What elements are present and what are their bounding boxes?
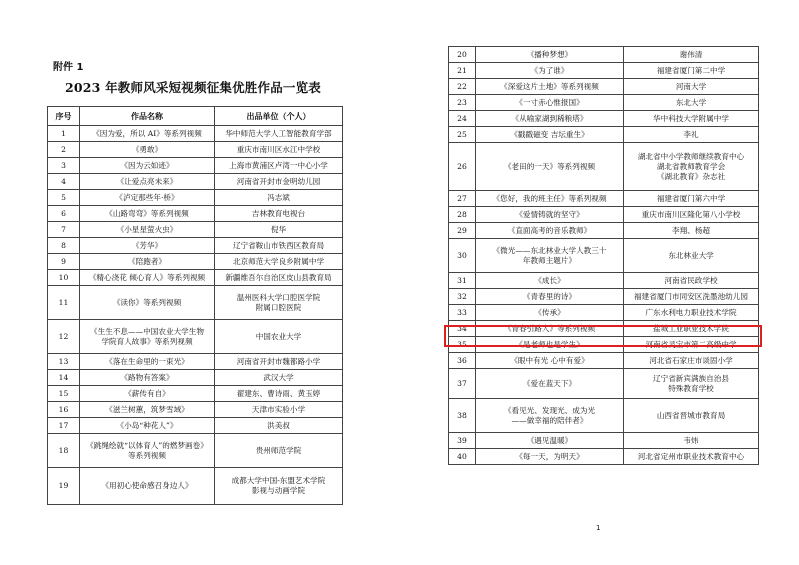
cell-work: 《青春里的诗》 bbox=[476, 289, 624, 305]
cell-unit: 上海市黄浦区卢湾一中心小学 bbox=[215, 158, 343, 174]
table-row bbox=[449, 433, 759, 449]
cell-work: 《勇敢》 bbox=[80, 142, 215, 158]
cell-unit: 成都大学中国-东盟艺术学院 影视与动画学院 bbox=[215, 468, 343, 505]
results-table-right bbox=[448, 46, 759, 465]
cell-unit: 谢伟清 bbox=[624, 47, 759, 63]
cell-no: 4 bbox=[48, 174, 80, 190]
table-row bbox=[449, 47, 759, 63]
cell-unit: 中国农业大学 bbox=[215, 320, 343, 354]
table-row bbox=[48, 142, 343, 158]
table-row bbox=[48, 206, 343, 222]
table-row bbox=[48, 222, 343, 238]
table-row bbox=[449, 127, 759, 143]
cell-work: 《每一天，为明天》 bbox=[476, 449, 624, 465]
table-row bbox=[449, 305, 759, 321]
cell-work: 《生生不息——中国农业大学生物 学院育人故事》等系列视频 bbox=[80, 320, 215, 354]
cell-work: 《从喻家湖到稀粮塔》 bbox=[476, 111, 624, 127]
table-row bbox=[449, 63, 759, 79]
cell-no: 1 bbox=[48, 126, 80, 142]
cell-unit: 华中科技大学附属中学 bbox=[624, 111, 759, 127]
cell-no: 25 bbox=[449, 127, 476, 143]
table-row bbox=[449, 273, 759, 289]
table-row bbox=[449, 289, 759, 305]
cell-no: 26 bbox=[449, 143, 476, 191]
table-row bbox=[449, 207, 759, 223]
attachment-label: 附件 1 bbox=[53, 62, 84, 73]
cell-unit: 冯志斌 bbox=[215, 190, 343, 206]
cell-work: 《路物有答案》 bbox=[80, 370, 215, 386]
cell-no: 40 bbox=[449, 449, 476, 465]
cell-work: 《落在生命里的一束光》 bbox=[80, 354, 215, 370]
cell-unit: 河北省定州市职业技术教育中心 bbox=[624, 449, 759, 465]
cell-unit: 河南省开封市魏都路小学 bbox=[215, 354, 343, 370]
table-header-row bbox=[48, 107, 343, 126]
table-row bbox=[48, 434, 343, 468]
cell-no: 21 bbox=[449, 63, 476, 79]
cell-work: 《用初心使命感召身边人》 bbox=[80, 468, 215, 505]
cell-unit: 温州医科大学口腔医学院 附属口腔医院 bbox=[215, 286, 343, 320]
cell-work: 《眼中有光 心中有爱》 bbox=[476, 353, 624, 369]
cell-unit: 湖北省中小学教师继续教育中心 湖北省教师教育学会 《湖北教育》杂志社 bbox=[624, 143, 759, 191]
cell-work: 《因为云如迹》 bbox=[80, 158, 215, 174]
header-unit: 出品单位（个人） bbox=[215, 107, 343, 126]
cell-work: 《读你》等系列视频 bbox=[80, 286, 215, 320]
cell-unit: 新疆维吾尔自治区皮山县教育局 bbox=[215, 270, 343, 286]
cell-unit: 洪美叔 bbox=[215, 418, 343, 434]
cell-no: 12 bbox=[48, 320, 80, 354]
cell-no: 11 bbox=[48, 286, 80, 320]
cell-work: 《小星星萤火虫》 bbox=[80, 222, 215, 238]
table-row bbox=[48, 286, 343, 320]
cell-no: 10 bbox=[48, 270, 80, 286]
cell-unit: 李翔、杨超 bbox=[624, 223, 759, 239]
cell-unit: 翟建东、曹诗雨、黄玉婷 bbox=[215, 386, 343, 402]
cell-no: 31 bbox=[449, 273, 476, 289]
cell-unit: 河北省石家庄市谈固小学 bbox=[624, 353, 759, 369]
cell-no: 23 bbox=[449, 95, 476, 111]
cell-no: 16 bbox=[48, 402, 80, 418]
table-row bbox=[449, 337, 759, 353]
cell-work: 《滋兰树蕙，筑梦雪域》 bbox=[80, 402, 215, 418]
table-row bbox=[48, 270, 343, 286]
cell-work: 《戳戳磁变 吉坛重生》 bbox=[476, 127, 624, 143]
cell-no: 18 bbox=[48, 434, 80, 468]
header-no: 序号 bbox=[48, 107, 80, 126]
table-row bbox=[48, 402, 343, 418]
cell-work: 《山路弯弯》等系列视频 bbox=[80, 206, 215, 222]
cell-work: 《薪传有自》 bbox=[80, 386, 215, 402]
cell-no: 27 bbox=[449, 191, 476, 207]
cell-unit: 盐城工业职业技术学院 bbox=[624, 321, 759, 337]
cell-unit: 福建省厦门市同安区洗墨池幼儿园 bbox=[624, 289, 759, 305]
cell-work: 《老田的一天》等系列视频 bbox=[476, 143, 624, 191]
cell-no: 36 bbox=[449, 353, 476, 369]
table-row bbox=[48, 158, 343, 174]
table-row bbox=[48, 386, 343, 402]
cell-work: 《深爱这片土地》等系列视频 bbox=[476, 79, 624, 95]
cell-unit: 福建省厦门第六中学 bbox=[624, 191, 759, 207]
cell-unit: 华中师范大学人工智能教育学部 bbox=[215, 126, 343, 142]
cell-work: 《陪跑者》 bbox=[80, 254, 215, 270]
cell-no: 7 bbox=[48, 222, 80, 238]
cell-no: 34 bbox=[449, 321, 476, 337]
header-work: 作品名称 bbox=[80, 107, 215, 126]
cell-work: 《让爱点亮未来》 bbox=[80, 174, 215, 190]
cell-unit: 重庆市南川区水江中学校 bbox=[215, 142, 343, 158]
table-row bbox=[449, 321, 759, 337]
table-row bbox=[449, 223, 759, 239]
cell-work: 《一寸赤心惟报国》 bbox=[476, 95, 624, 111]
cell-no: 35 bbox=[449, 337, 476, 353]
cell-unit: 东北大学 bbox=[624, 95, 759, 111]
cell-unit: 河南省民政学校 bbox=[624, 273, 759, 289]
cell-no: 29 bbox=[449, 223, 476, 239]
cell-no: 28 bbox=[449, 207, 476, 223]
cell-work: 《传承》 bbox=[476, 305, 624, 321]
cell-no: 5 bbox=[48, 190, 80, 206]
cell-work: 《为了谁》 bbox=[476, 63, 624, 79]
cell-no: 9 bbox=[48, 254, 80, 270]
cell-unit: 山西省晋城市教育局 bbox=[624, 399, 759, 433]
cell-unit: 广东水利电力职业技术学院 bbox=[624, 305, 759, 321]
cell-no: 38 bbox=[449, 399, 476, 433]
cell-work: 《爱情铸就的坚守》 bbox=[476, 207, 624, 223]
cell-unit: 河南省灵宝市第二高级中学 bbox=[624, 337, 759, 353]
cell-no: 15 bbox=[48, 386, 80, 402]
cell-unit: 武汉大学 bbox=[215, 370, 343, 386]
table-row bbox=[449, 399, 759, 433]
cell-unit: 河南省开封市金明幼儿园 bbox=[215, 174, 343, 190]
cell-unit: 辽宁省鞍山市铁西区教育局 bbox=[215, 238, 343, 254]
cell-no: 20 bbox=[449, 47, 476, 63]
cell-no: 37 bbox=[449, 369, 476, 399]
results-table-left bbox=[47, 106, 343, 505]
cell-no: 17 bbox=[48, 418, 80, 434]
cell-unit: 韦炜 bbox=[624, 433, 759, 449]
table-row bbox=[449, 191, 759, 207]
cell-no: 32 bbox=[449, 289, 476, 305]
cell-work: 《因为爱，所以 AI》等系列视频 bbox=[80, 126, 215, 142]
table-row bbox=[449, 79, 759, 95]
table-row bbox=[449, 111, 759, 127]
cell-work: 《精心浇花 倾心育人》等系列视频 bbox=[80, 270, 215, 286]
cell-work: 《爱在蓝天下》 bbox=[476, 369, 624, 399]
cell-work: 《跳绳绘就“以体育人”的燃梦画卷》 等系列视频 bbox=[80, 434, 215, 468]
table-row bbox=[449, 353, 759, 369]
table-row bbox=[48, 354, 343, 370]
table-row bbox=[48, 468, 343, 505]
cell-work: 《成长》 bbox=[476, 273, 624, 289]
cell-no: 24 bbox=[449, 111, 476, 127]
table-row bbox=[48, 370, 343, 386]
page-number: 1 bbox=[596, 524, 601, 532]
table-row bbox=[48, 418, 343, 434]
cell-unit: 北京师范大学良乡附属中学 bbox=[215, 254, 343, 270]
cell-unit: 倪华 bbox=[215, 222, 343, 238]
cell-unit: 辽宁省新宾满族自治县 特殊教育学校 bbox=[624, 369, 759, 399]
table-row bbox=[449, 95, 759, 111]
cell-work: 《是老师也是学生》 bbox=[476, 337, 624, 353]
table-row bbox=[449, 143, 759, 191]
cell-unit: 贵州师范学院 bbox=[215, 434, 343, 468]
cell-work: 《播种梦想》 bbox=[476, 47, 624, 63]
cell-no: 22 bbox=[449, 79, 476, 95]
table-row bbox=[48, 238, 343, 254]
cell-no: 8 bbox=[48, 238, 80, 254]
cell-unit: 河南大学 bbox=[624, 79, 759, 95]
cell-work: 《您好，我的班主任》等系列视频 bbox=[476, 191, 624, 207]
cell-work: 《青春引路人》等系列视频 bbox=[476, 321, 624, 337]
cell-no: 33 bbox=[449, 305, 476, 321]
cell-no: 19 bbox=[48, 468, 80, 505]
cell-work: 《遇见温暖》 bbox=[476, 433, 624, 449]
cell-unit: 天津市实验小学 bbox=[215, 402, 343, 418]
cell-work: 《微光——东北林业大学人教三十 年教师主题片》 bbox=[476, 239, 624, 273]
table-row bbox=[449, 369, 759, 399]
cell-work: 《芳华》 bbox=[80, 238, 215, 254]
cell-unit: 重庆市南川区隆化第八小学校 bbox=[624, 207, 759, 223]
cell-work: 《看见光、发现光、成为光 ——做幸福的陪伴者》 bbox=[476, 399, 624, 433]
table-row bbox=[48, 174, 343, 190]
table-row bbox=[48, 190, 343, 206]
cell-work: 《小岛“种花人”》 bbox=[80, 418, 215, 434]
cell-work: 《直面高考的音乐教师》 bbox=[476, 223, 624, 239]
cell-unit: 福建省厦门第二中学 bbox=[624, 63, 759, 79]
cell-no: 2 bbox=[48, 142, 80, 158]
cell-no: 30 bbox=[449, 239, 476, 273]
cell-work: 《泸定那些年·桥》 bbox=[80, 190, 215, 206]
cell-no: 13 bbox=[48, 354, 80, 370]
table-row bbox=[449, 239, 759, 273]
cell-no: 6 bbox=[48, 206, 80, 222]
cell-unit: 李礼 bbox=[624, 127, 759, 143]
cell-unit: 吉林教育电视台 bbox=[215, 206, 343, 222]
table-row bbox=[48, 320, 343, 354]
cell-no: 39 bbox=[449, 433, 476, 449]
table-row bbox=[48, 126, 343, 142]
cell-unit: 东北林业大学 bbox=[624, 239, 759, 273]
page-title: 2023 年教师风采短视频征集优胜作品一览表 bbox=[64, 80, 322, 95]
cell-no: 14 bbox=[48, 370, 80, 386]
table-row bbox=[449, 449, 759, 465]
table-row bbox=[48, 254, 343, 270]
cell-no: 3 bbox=[48, 158, 80, 174]
